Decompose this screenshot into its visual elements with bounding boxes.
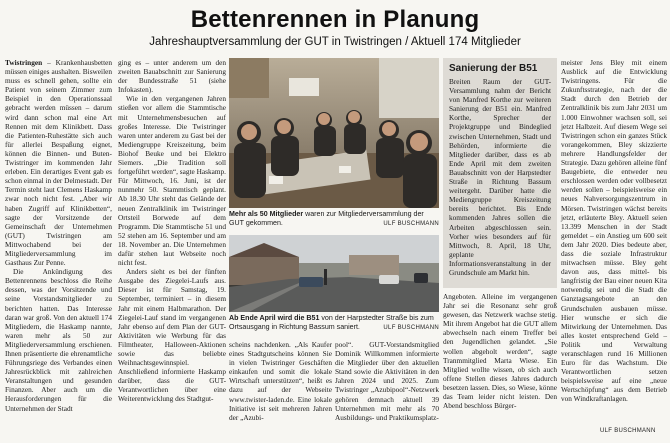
body-column-1 — [5, 58, 112, 438]
article-headline: Bettenrennen in Planung — [190, 6, 480, 33]
caption-text: von der Harpstedter Straße bis zum Ortsausgang in Richtung Bassum saniert. — [229, 314, 434, 331]
paragraph: ging es – unter anderem um den zweiten Bauabschnitt zur Sanierung der Bundesstraße 51 (siehe Infokasten). — [118, 58, 226, 95]
meeting-photo-image — [229, 58, 439, 208]
road-photo-caption — [229, 314, 439, 336]
road-photo-image — [229, 235, 439, 312]
info-box — [443, 58, 557, 288]
body-column-3: scheins nachdenken. „Als Kaufer eines Stadtgutscheins können Sie in vielen Twistringer Geschäften einkaufen und somit die lokale Wirtschaft unterstützen“, heißt es dazu auf der Webseite www.twister-laden.de. Eine lokale Initiative ist seit mehreren Jahren der „Azubi- — [229, 340, 332, 422]
meeting-photo — [229, 58, 439, 208]
caption-text: waren zur Mitgliederversammlung der GUT gekommen. — [229, 210, 424, 227]
paragraph: Anders sieht es bei der fünften Ausgabe des Ziegelei-Laufs aus. Dieser ist für Samstag, 19. September, terminiert – in diesem Jahr mit einem Halbmarathon. Der Ziegelei-Lauf stand im vergangenen Jahr ebenso auf dem Plan der GUT-Aktivitäten wie Werbung für das Filmtheater, Halloween-Aktionen sowie das beliebte Weihnachtsgewinnspiel. Anschließend informierte Haskamp darüber, dass die GUT-Verantwortlichen über eine Weiterentwicklung des Stadtgut- — [118, 267, 226, 404]
dateline: Twistringen — [5, 58, 43, 67]
road-photo — [229, 235, 439, 312]
article-subline: Jahreshauptversammlung der GUT in Twistringen / Aktuell 174 Mitglieder — [149, 36, 521, 48]
photo-credit: ULF BUSCHMANN — [383, 220, 439, 227]
info-box-text: Breiten Raum der GUT-Versammlung nahm der Bericht von Manfred Korthe zur weiteren Sanierung der B51 ein. Manfred Korthe, Sprecher der Projektgruppe und Bindeglied zwischen Unternehmen, Stadt und Behörden, informierte die Mitglieder darüber, dass es ab Ende April mit dem zweiten Bauabschnitt von der Harpstedter Straße in Richtung Bassum weitergeht. Darüber hatte die Mediengruppe Kreiszeitung bereits berichtet. Bis Ende kommenden Jahres sollen die Arbeiten abgeschlossen sein. Vorher wies besonders auf für Mittwoch, 8. April, 18 Uhr, geplante Informationsveranstaltung in der Grundschule am Markt hin. — [449, 77, 551, 277]
body-column-5: Angeboten. Alleine im vergangenen Jahr sei die Resonanz sehr groß gewesen, das Netzwerk wachse stetig. Mit ihrem Angebot hat die GUT allem abwechseln nach einem Treffer bei den Jugendlichen gelandet. „Sie wollen abgeholt werden“, sagte Tranmmitglied Marta Wiese. Ein Mitglied wollte wissen, ob sich auch offene Stellen dieses Jahres dadurch besetzen lassen. Dies, so Wiese, könne das Team leider nicht leisten. Den Abend beschloss Bürger- — [443, 292, 557, 411]
meeting-photo-caption — [229, 210, 439, 232]
body-column-6: meister Jens Bley mit einem Ausblick auf die Entwicklung Twistringens. Für die Zukunftsstrategie, nach der die Stadt durch den Betrieb der Zentralklinik bis zum Jahr 2031 um 1.000 Einwohner wachsen soll, sei jetzt Halbzeit. Auf diesem Wege sei Twistringen schon ein ganzes Stück vorangekommen, Bley skizzierte mehrere Handlungsfelder der Strategie. Dazu gehören alleine fünf Baugebiete, die entweder neu erschlossen werden oder vollbesetzt werden sollen – beispielsweise ein neues Nahversorgungszentrum in Mörsen. Twistringen wächst bereits jetzt, erläuterte Bley. Aktuell seien 13.399 Menschen in der Stadt gemeldet – ein Anstieg um 600 seit dem Jahr 2020. Dies bedeute aber, dass die soziale Infrastruktur mitwachsen müsse. Bley geht davon aus, dass mittel- bis langfristig der Bau einer neuen Kita notwendig sei und die Stadt die Ganztagsangebote an den Grundschulen ausbauen müsse. Hier wunsche er sich die Mitwirkung der Unternehmen. Das alles kostet entsprechend Geld – Politik und Verwaltung veranschlagen rund 16 Millionen Euro für das Wachstum. Die Verantwortlichen setzen beispielsweise auf eine „neue Wertschöpfung“ aus dem Betrieb von Windkraftanlagen. — [561, 58, 667, 404]
body-column-4: pool“. GUT-Vorstandsmitglied Dominik Willkommen informierte die Mitglieder über den aktuellen Stand sowie die Aktivitäten in den Jahren 2024 und 2025. Zum Twistringer „Azubipool“-Netzwerk gehören demnach aktuell 39 Unternehmen mit mehr als 70 Ausbildungs- und Praktikumsplatz- — [335, 340, 439, 422]
paragraph: – Krankenhausbetten müssen einiges aushalten. Bisweilen muss es schnell gehen, sollte ein Patient von seinem Zimmer zum Beispiel in den Operationssaal gebracht werden müssen – darum wird dann schon mal eine Art Rennen mit dem Klinikbett. Dass die Patienten-Ruhestätte sich auch für allerlei Bespaßung eignet, können die Binnen- und Buten-Twistringer im kommenden Jahr erleben. Ein derartiges Event gab es schon einmal in der Delmestadt. Der Termin steht laut Clemens Haskamp zwar noch nicht fest. „Aber wir haben Zugriff auf Klinikbetten“, sagte der Vorsitzende der Gemeinschaft der Unternehmen (GUT) Twistringen am Mittwochabend bei der Mitgliederversammlung im Gasthaus Zur Penne. — [5, 58, 112, 268]
caption-lead: Mehr als 50 Mitglieder — [229, 210, 304, 218]
info-box-title: Sanierung der B51 — [449, 63, 538, 74]
body-column-2 — [118, 58, 226, 404]
paragraph: Wie in den vergangenen Jahren stießen vor allem die Stammtische mit Unternehmensbesuchen auf großes Interesse. Die Twistringer waren unter anderem zu Gast bei der Mediengruppe Kreiszeitung, beim Biohof Beuke und bei Elektro Siemers. „Die Tradition soll fortgeführt werden“, sagte Haskamp. Für Mittwoch, 16. Juni, ist der nunmehr 50. Stammtisch geplant. Ab 18.30 Uhr steht das Gelände der neuen Zentralklinik im Twistringer Ortsteil Borwede auf dem Programm. Die Stammtische 51 und 52 stehen am 16. September und am 18. November an. Die Unternehmen dafür stehen laut Webseite noch nicht fest. — [118, 94, 226, 268]
photo-credit: ULF BUSCHMANN — [383, 324, 439, 331]
caption-lead: Ab Ende April wird die B51 — [229, 314, 320, 322]
footer-credit: ULF BUSCHMANN — [600, 428, 656, 434]
paragraph: Die Ankündigung des Bettenrennens beschloss die Reihe dessen, was der Vorsitzende und seine Vorstandsmitglieder zu berichten hatten. Das Interesse daran war groß. Von den aktuell 174 Mitgliedern, die Haskamp nannte, waren mehr als 50 zur Mitgliederversammlung erschienen. Ihnen präsentierte die ehrenamtliche Führungsriege des Verbandes einen Jahresrückblick mit zahlreichen Veranstaltungen und gesunden Finanzen. Aber auch um die Herausforderungen für die Unternehmen der Stadt — [5, 267, 112, 413]
